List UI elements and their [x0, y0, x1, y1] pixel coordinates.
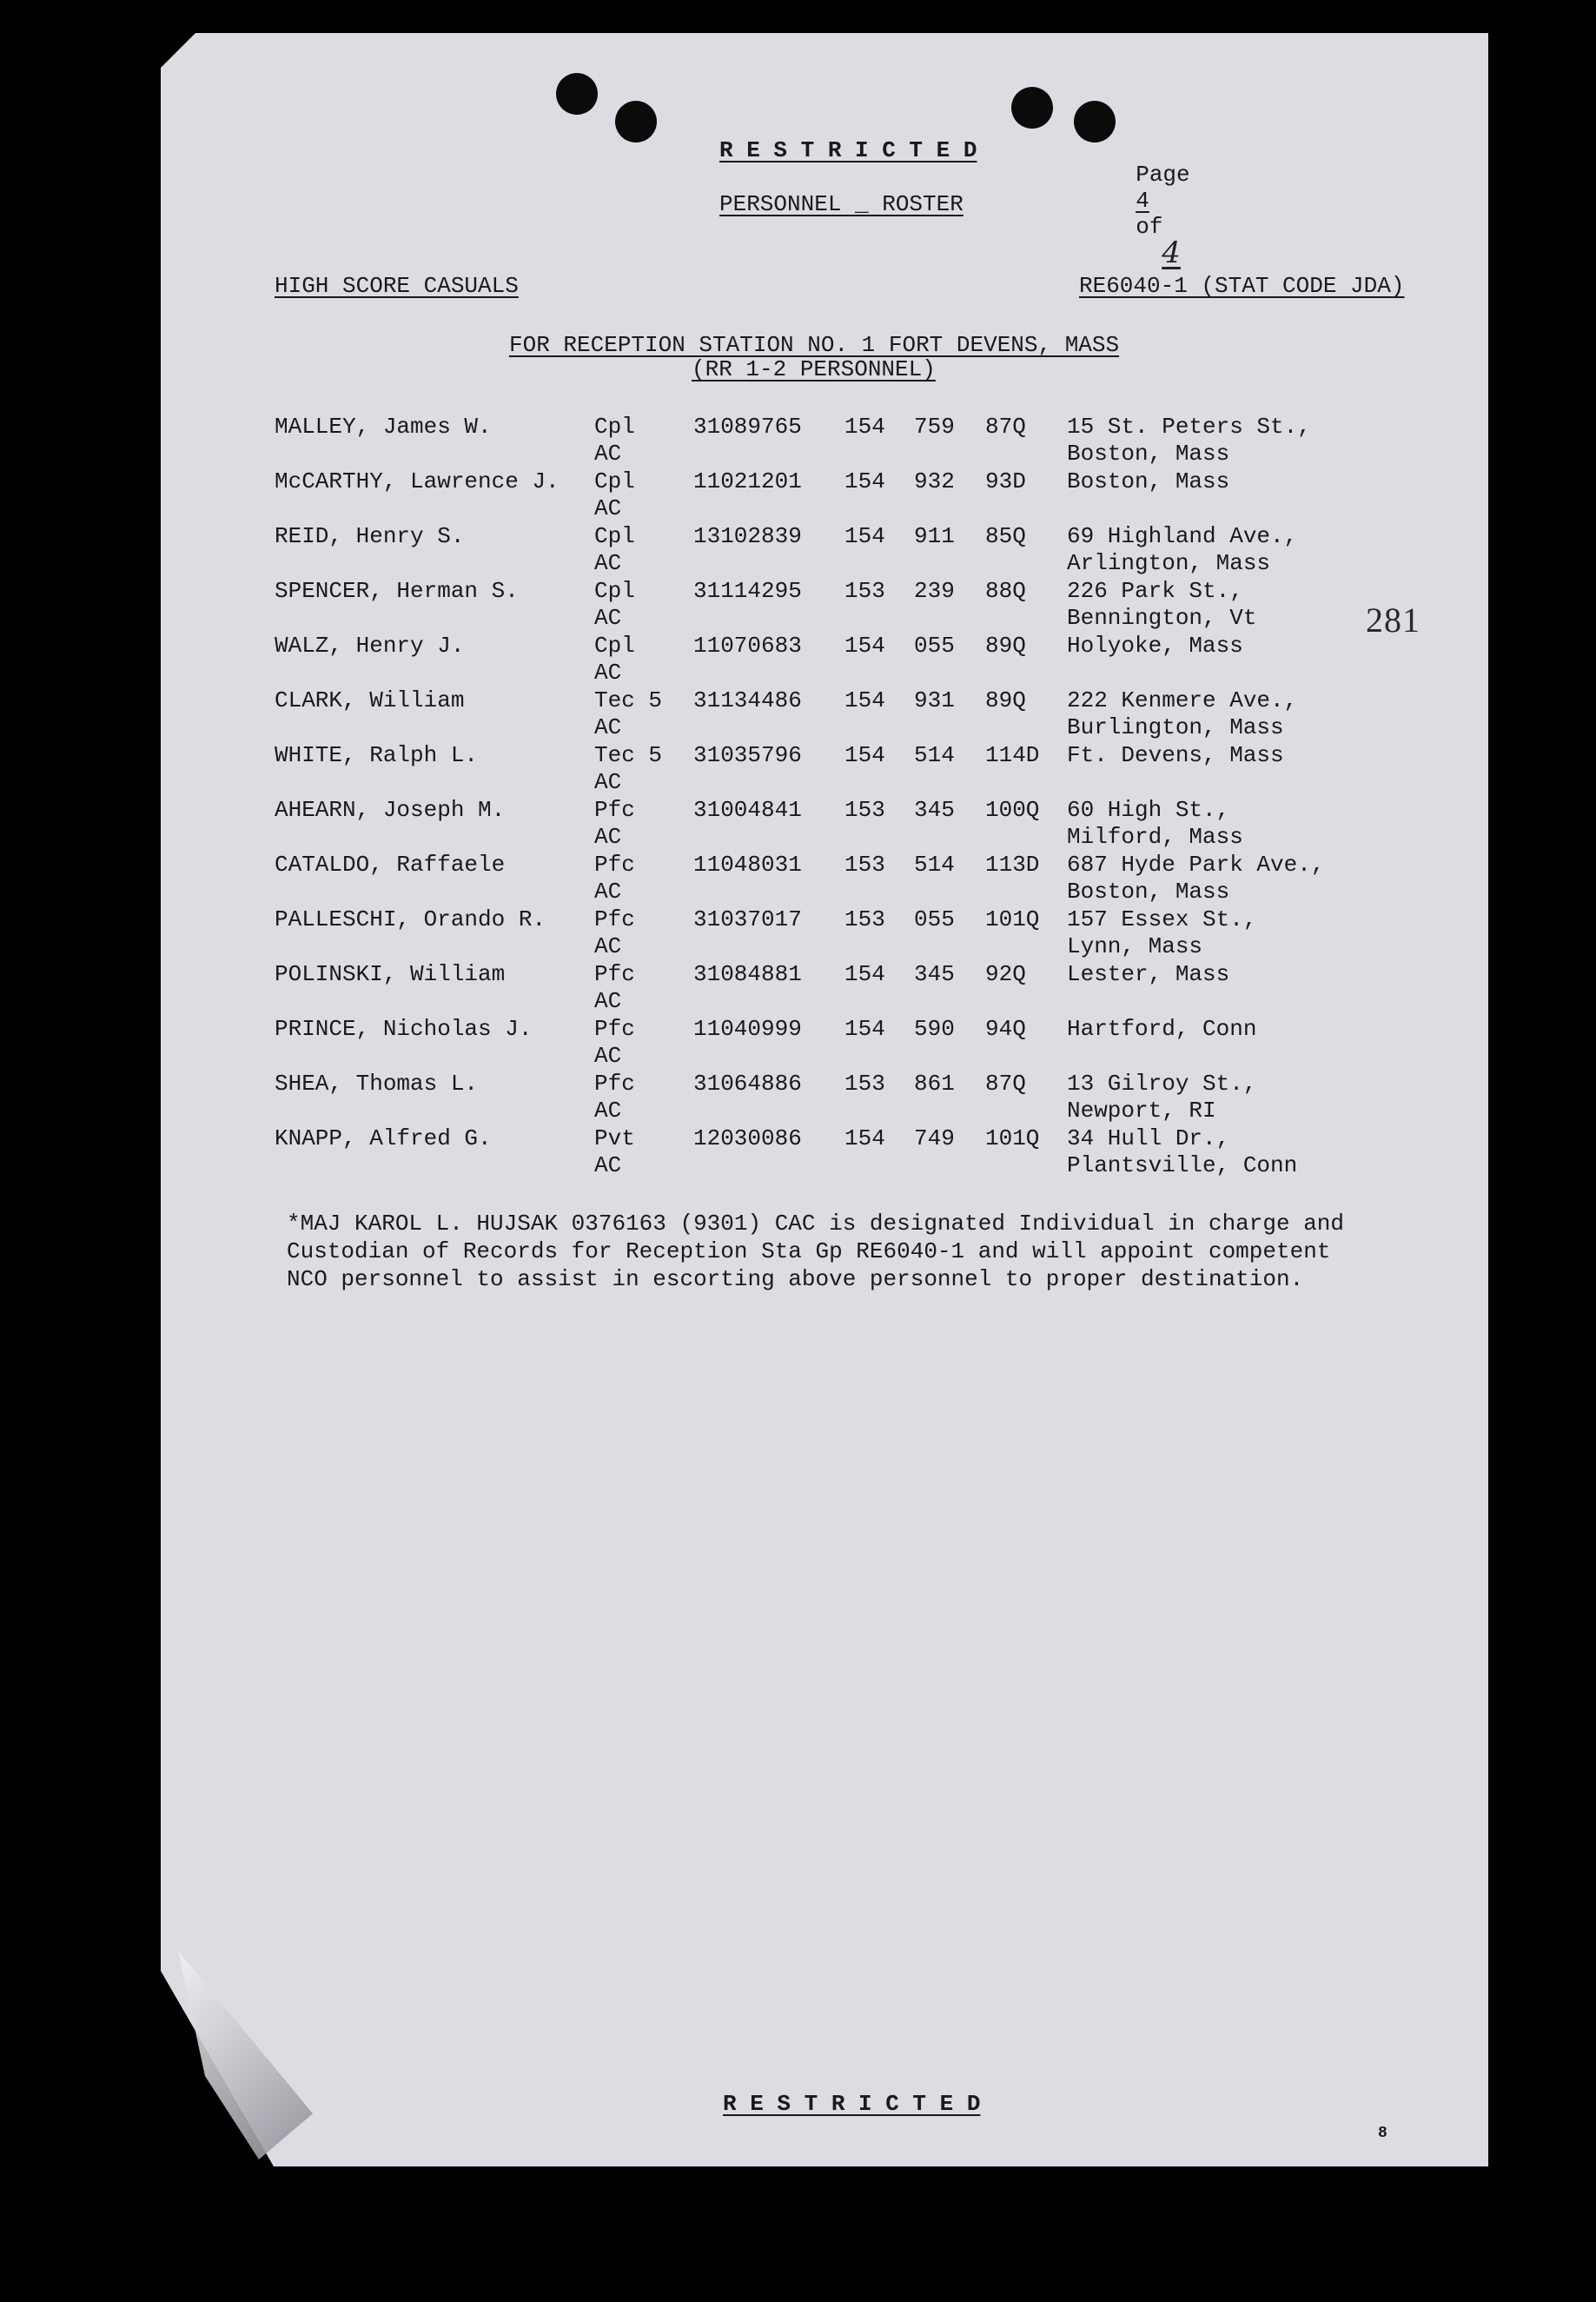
serial: 31064886 — [693, 1071, 802, 1097]
name: SHEA, Thomas L. — [275, 1071, 479, 1097]
note-line-2: Custodian of Records for Reception Sta Gp RE6040-1 and will appoint competent — [287, 1238, 1331, 1264]
address-line-2: Boston, Mass — [1067, 879, 1230, 905]
code-2: 345 — [914, 961, 955, 987]
serial: 31037017 — [693, 906, 802, 932]
note-line-1: *MAJ KAROL L. HUJSAK 0376163 (9301) CAC is designated Individual in charge and — [287, 1211, 1344, 1237]
code-3: 113D — [985, 852, 1040, 878]
code-2: 514 — [914, 742, 955, 768]
grade: Pfc — [594, 906, 635, 932]
address-line-1: 34 Hull Dr., — [1067, 1125, 1230, 1151]
name: PRINCE, Nicholas J. — [275, 1016, 533, 1042]
table-row — [0, 852, 1596, 906]
note-line-3: NCO personnel to assist in escorting above personnel to proper destination. — [287, 1266, 1304, 1292]
address-line-2: Milford, Mass — [1067, 824, 1243, 850]
branch: AC — [594, 769, 622, 795]
code-2: 345 — [914, 797, 955, 823]
punch-hole-3 — [1011, 87, 1053, 129]
branch: AC — [594, 988, 622, 1014]
corner-mark: 8 — [1378, 2125, 1387, 2142]
code-1: 154 — [844, 687, 885, 713]
table-row — [0, 961, 1596, 1015]
serial: 11040999 — [693, 1016, 802, 1042]
name: PALLESCHI, Orando R. — [275, 906, 546, 932]
code-3: 85Q — [985, 523, 1026, 549]
table-row — [0, 468, 1596, 522]
code-3: 89Q — [985, 633, 1026, 659]
grade: Cpl — [594, 523, 635, 549]
code-1: 153 — [844, 906, 885, 932]
code-2: 749 — [914, 1125, 955, 1151]
group-name: HIGH SCORE CASUALS — [275, 273, 519, 299]
address-line-2: Bennington, Vt — [1067, 605, 1257, 631]
grade: Cpl — [594, 414, 635, 440]
name: CLARK, William — [275, 687, 465, 713]
table-row — [0, 687, 1596, 741]
name: McCARTHY, Lawrence J. — [275, 468, 560, 494]
name: MALLEY, James W. — [275, 414, 492, 440]
table-row — [0, 797, 1596, 851]
serial: 31004841 — [693, 797, 802, 823]
grade: Cpl — [594, 468, 635, 494]
branch: AC — [594, 824, 622, 850]
code-1: 153 — [844, 797, 885, 823]
code-2: 932 — [914, 468, 955, 494]
name: WHITE, Ralph L. — [275, 742, 479, 768]
code-3: 87Q — [985, 414, 1026, 440]
name: POLINSKI, William — [275, 961, 506, 987]
margin-number: 281 — [1366, 600, 1421, 640]
name: SPENCER, Herman S. — [275, 578, 519, 604]
code-3: 93D — [985, 468, 1026, 494]
classification-top: R E S T R I C T E D — [719, 137, 977, 163]
branch: AC — [594, 605, 622, 631]
code-2: 055 — [914, 633, 955, 659]
serial: 31134486 — [693, 687, 802, 713]
address-line-2: Plantsville, Conn — [1067, 1152, 1298, 1178]
sub-destination: (RR 1-2 PERSONNEL) — [692, 356, 936, 382]
grade: Pfc — [594, 961, 635, 987]
serial: 11048031 — [693, 852, 802, 878]
address-line-1: Holyoke, Mass — [1067, 633, 1243, 659]
address-line-2: Newport, RI — [1067, 1098, 1216, 1124]
address-line-1: 687 Hyde Park Ave., — [1067, 852, 1325, 878]
branch: AC — [594, 879, 622, 905]
code-2: 590 — [914, 1016, 955, 1042]
grade: Cpl — [594, 578, 635, 604]
code-2: 931 — [914, 687, 955, 713]
page-number: 4 — [1136, 188, 1149, 214]
punch-hole-1 — [556, 73, 598, 115]
page-total: 4 — [1162, 236, 1181, 270]
name: AHEARN, Joseph M. — [275, 797, 506, 823]
address-line-1: 222 Kenmere Ave., — [1067, 687, 1298, 713]
name: KNAPP, Alfred G. — [275, 1125, 492, 1151]
code-3: 94Q — [985, 1016, 1026, 1042]
address-line-1: 60 High St., — [1067, 797, 1230, 823]
serial: 12030086 — [693, 1125, 802, 1151]
branch: AC — [594, 441, 622, 467]
grade: Cpl — [594, 633, 635, 659]
table-row — [0, 742, 1596, 796]
code-1: 154 — [844, 523, 885, 549]
custodian-note — [287, 1210, 1344, 1293]
branch: AC — [594, 1098, 622, 1124]
code-1: 154 — [844, 961, 885, 987]
page-label: Page — [1136, 162, 1190, 188]
code-1: 154 — [844, 468, 885, 494]
page-of: of — [1136, 214, 1163, 240]
table-row — [0, 414, 1596, 468]
branch: AC — [594, 933, 622, 959]
code-3: 114D — [985, 742, 1040, 768]
branch: AC — [594, 1043, 622, 1069]
address-line-1: 13 Gilroy St., — [1067, 1071, 1257, 1097]
grade: Pvt — [594, 1125, 635, 1151]
code-3: 89Q — [985, 687, 1026, 713]
branch: AC — [594, 550, 622, 576]
branch: AC — [594, 660, 622, 686]
address-line-1: 157 Essex St., — [1067, 906, 1257, 932]
code-3: 101Q — [985, 1125, 1040, 1151]
stat-code: RE6040-1 (STAT CODE JDA) — [1079, 273, 1405, 299]
destination: FOR RECEPTION STATION NO. 1 FORT DEVENS, MASS — [509, 332, 1120, 358]
code-1: 153 — [844, 1071, 885, 1097]
serial: 31084881 — [693, 961, 802, 987]
serial: 31089765 — [693, 414, 802, 440]
address-line-1: Boston, Mass — [1067, 468, 1230, 494]
table-row — [0, 1071, 1596, 1124]
code-1: 153 — [844, 578, 885, 604]
code-1: 154 — [844, 1016, 885, 1042]
code-2: 239 — [914, 578, 955, 604]
table-row — [0, 1016, 1596, 1070]
classification-bottom: R E S T R I C T E D — [723, 2091, 981, 2117]
branch: AC — [594, 1152, 622, 1178]
code-1: 154 — [844, 414, 885, 440]
address-line-1: 69 Highland Ave., — [1067, 523, 1298, 549]
grade: Pfc — [594, 1016, 635, 1042]
serial: 11070683 — [693, 633, 802, 659]
address-line-2: Lynn, Mass — [1067, 933, 1203, 959]
name: REID, Henry S. — [275, 523, 465, 549]
code-3: 100Q — [985, 797, 1040, 823]
code-1: 154 — [844, 633, 885, 659]
grade: Pfc — [594, 852, 635, 878]
serial: 11021201 — [693, 468, 802, 494]
code-2: 911 — [914, 523, 955, 549]
grade: Pfc — [594, 797, 635, 823]
page-indicator — [1109, 136, 1207, 269]
code-3: 87Q — [985, 1071, 1026, 1097]
grade: Tec 5 — [594, 742, 663, 768]
table-row — [0, 578, 1596, 632]
code-1: 154 — [844, 1125, 885, 1151]
address-line-1: Ft. Devens, Mass — [1067, 742, 1284, 768]
serial: 31035796 — [693, 742, 802, 768]
code-2: 514 — [914, 852, 955, 878]
code-3: 92Q — [985, 961, 1026, 987]
address-line-2: Arlington, Mass — [1067, 550, 1271, 576]
code-1: 153 — [844, 852, 885, 878]
code-2: 759 — [914, 414, 955, 440]
address-line-1: Lester, Mass — [1067, 961, 1230, 987]
name: CATALDO, Raffaele — [275, 852, 506, 878]
address-line-1: 15 St. Peters St., — [1067, 414, 1311, 440]
address-line-2: Burlington, Mass — [1067, 714, 1284, 740]
code-2: 055 — [914, 906, 955, 932]
table-row — [0, 1125, 1596, 1179]
roster-title: PERSONNEL _ ROSTER — [719, 191, 964, 217]
address-line-2: Boston, Mass — [1067, 441, 1230, 467]
serial: 13102839 — [693, 523, 802, 549]
serial: 31114295 — [693, 578, 802, 604]
name: WALZ, Henry J. — [275, 633, 465, 659]
code-1: 154 — [844, 742, 885, 768]
table-row — [0, 906, 1596, 960]
table-row — [0, 523, 1596, 577]
grade: Pfc — [594, 1071, 635, 1097]
code-3: 101Q — [985, 906, 1040, 932]
code-3: 88Q — [985, 578, 1026, 604]
branch: AC — [594, 714, 622, 740]
code-2: 861 — [914, 1071, 955, 1097]
punch-hole-2 — [615, 101, 657, 143]
table-row — [0, 633, 1596, 687]
address-line-1: 226 Park St., — [1067, 578, 1243, 604]
address-line-1: Hartford, Conn — [1067, 1016, 1257, 1042]
branch: AC — [594, 495, 622, 521]
grade: Tec 5 — [594, 687, 663, 713]
